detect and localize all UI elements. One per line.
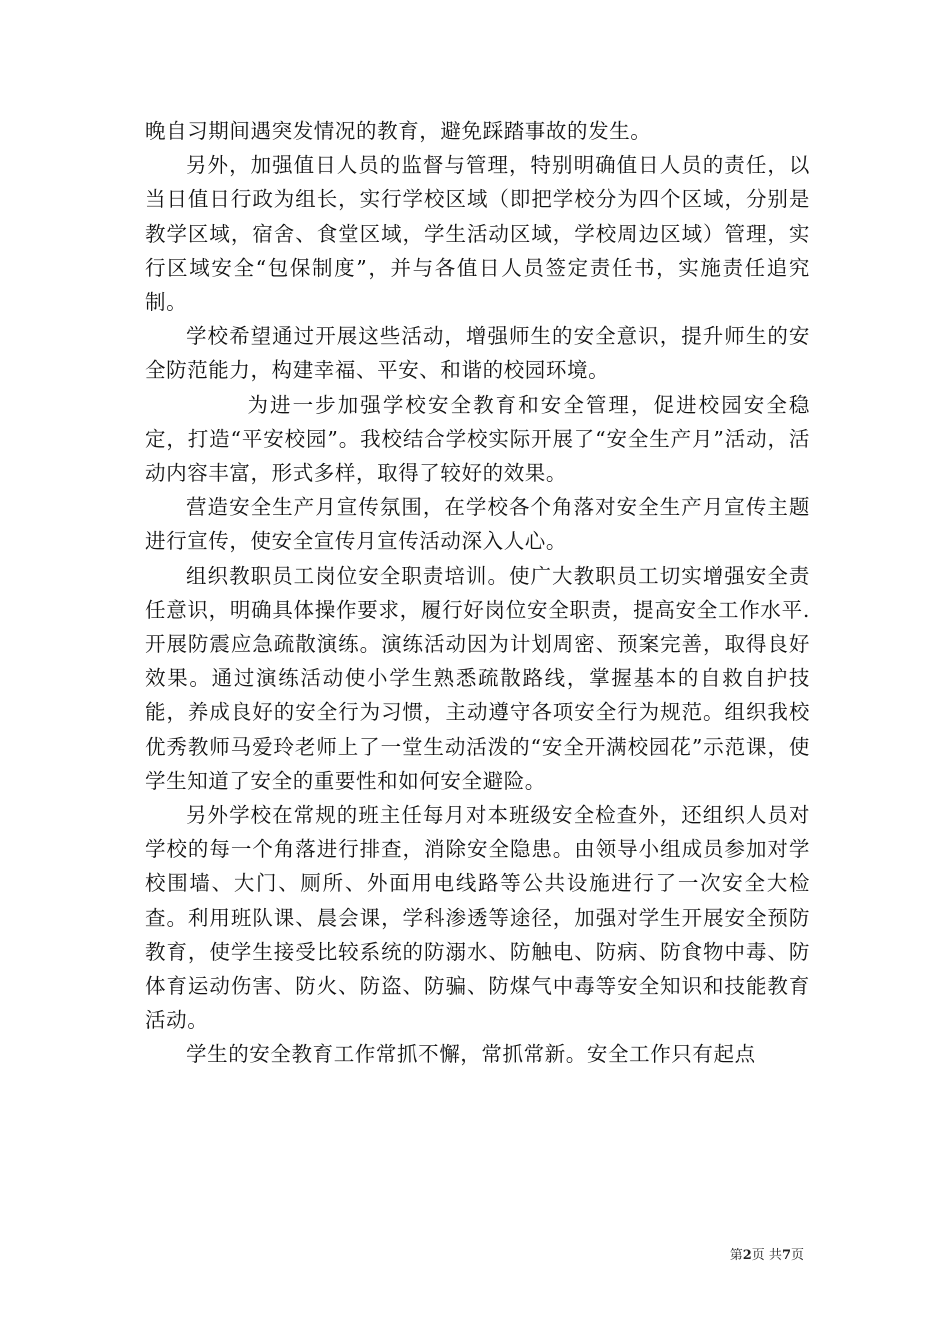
paragraph-3: 学校希望通过开展这些活动，增强师生的安全意识，提升师生的安全防范能力，构建幸福、平安、和谐的校园环境。: [145, 324, 810, 383]
paragraph-6: 组织教职员工岗位安全职责培训。使广大教职员工切实增强安全责任意识，明确具体操作要求，履行好岗位安全职责，提高安全工作水平.开展防震应急疏散演练。演练活动因为计划周密、预案完善，取得良好效果。通过演练活动使小学生熟悉疏散路线，掌握基本的自救自护技能，养成良好的安全行为习惯，主动遵守各项安全行为规范。组织我校优秀教师马爱玲老师上了一堂生动活泼的“安全开满校园花”示范课，使学生知道了安全的重要性和如何安全避险。: [145, 563, 810, 793]
paragraph-8: 学生的安全教育工作常抓不懈，常抓常新。安全工作只有起点: [186, 1042, 756, 1067]
paragraph-7: 另外学校在常规的班主任每月对本班级安全检查外，还组织人员对学校的每一个角落进行排查，消除安全隐患。由领导小组成员参加对学校围墙、大门、厕所、外面用电线路等公共设施进行了一次安全大检查。利用班队课、晨会课，学科渗透等途径，加强对学生开展安全预防教育，使学生接受比较系统的防溺水、防触电、防病、防食物中毒、防体育运动伤害、防火、防盗、防骗、防煤气中毒等安全知识和技能教育活动。: [145, 803, 810, 1033]
footer-current-page: 2: [742, 1248, 752, 1263]
footer-prefix: 第: [729, 1248, 743, 1263]
paragraph-5: 营造安全生产月宣传氛围，在学校各个角落对安全生产月宣传主题进行宣传，使安全宣传月宣传活动深入人心。: [145, 495, 810, 554]
paragraph-2: 另外，加强值日人员的监督与管理，特别明确值日人员的责任，以当日值日行政为组长，实行学校区域（即把学校分为四个区域，分别是教学区域，宿舍、食堂区域，学生活动区域，学校周边区域）管理，实行区域安全“包保制度”，并与各值日人员签定责任书，实施责任追究制。: [145, 153, 810, 315]
paragraph-4: 为进一步加强学校安全教育和安全管理，促进校园安全稳定，打造“平安校园”。我校结合学校实际开展了“安全生产月”活动，活动内容丰富，形式多样，取得了较好的效果。: [145, 392, 810, 486]
footer-middle: 页 共: [751, 1248, 782, 1263]
document-body: [145, 114, 810, 1072]
footer-suffix: 页: [790, 1248, 804, 1263]
page-footer: [730, 1247, 804, 1265]
footer-total-pages: 7: [781, 1248, 791, 1263]
paragraph-1: 晚自习期间遇突发情况的教育，避免踩踏事故的发生。: [145, 119, 652, 143]
